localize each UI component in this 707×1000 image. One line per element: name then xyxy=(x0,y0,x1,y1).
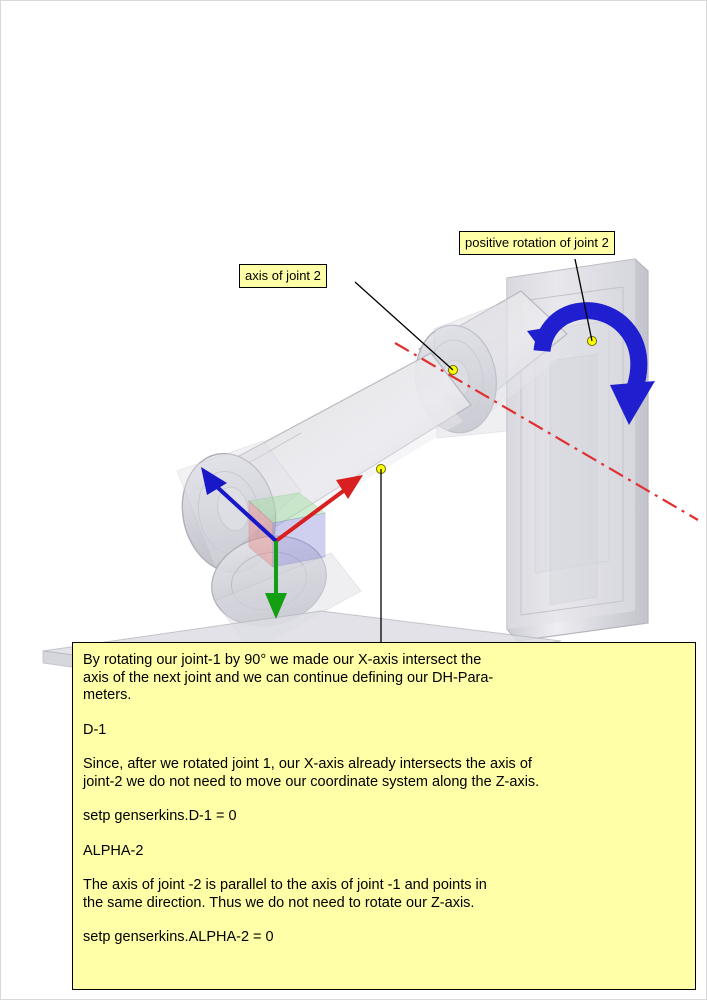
note-paragraph-d1 xyxy=(83,756,683,791)
note-line: joint-2 we do not need to move our coordinate system along the Z-axis. xyxy=(83,773,540,790)
note-heading-alpha2: ALPHA-2 xyxy=(83,842,144,859)
callout-positive-rotation-of-joint-2 xyxy=(459,231,615,255)
explanation-note-panel xyxy=(72,642,696,990)
note-line: axis of the next joint and we can continue defining our DH-Para- xyxy=(83,669,494,686)
note-command-d1: setp genserkins.D-1 = 0 xyxy=(83,808,237,824)
callout-positive-rotation-label: positive rotation of joint 2 xyxy=(465,235,609,250)
callout-axis-of-joint-2 xyxy=(239,264,327,288)
note-line: By rotating our joint-1 by 90° we made our X-axis intersect the xyxy=(83,652,482,668)
callout-axis-of-joint-2-label: axis of joint 2 xyxy=(245,268,321,283)
note-heading-d1: D-1 xyxy=(83,721,107,738)
note-line: Since, after we rotated joint 1, our X-axis already intersects the axis of xyxy=(83,756,532,772)
note-line: The axis of joint -2 is parallel to the axis of joint -1 and points in xyxy=(83,877,487,893)
note-paragraph-intro xyxy=(83,652,683,705)
note-command-alpha2: setp genserkins.ALPHA-2 = 0 xyxy=(83,929,274,945)
note-paragraph-alpha2 xyxy=(83,877,683,912)
note-line: the same direction. Thus we do not need to rotate our Z-axis. xyxy=(83,894,475,911)
note-line: meters. xyxy=(83,687,132,703)
